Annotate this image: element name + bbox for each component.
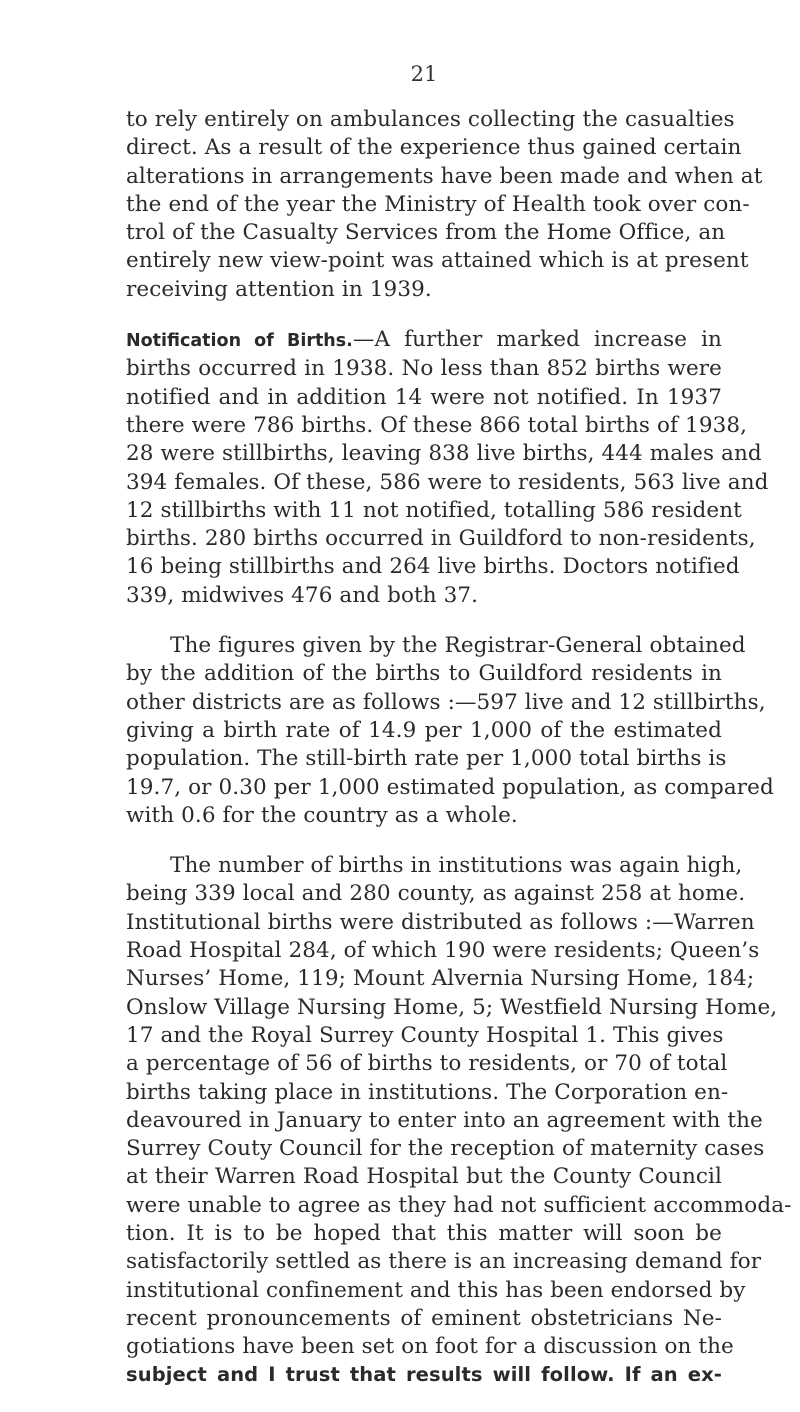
- text-line: recent pronouncements of eminent obstetricians Ne-: [126, 1305, 722, 1331]
- text-line: a percentage of 56 of births to residents, or 70 of total: [126, 1051, 728, 1077]
- text-line-bold: subject and I trust that results will follow. If an ex-: [126, 1363, 722, 1387]
- text-line: alterations in arrangements have been made and when at: [126, 163, 763, 189]
- text-line: receiving attention in 1939.: [126, 276, 432, 302]
- text-line: deavoured in January to enter into an agreement with the: [126, 1107, 763, 1133]
- text-line: trol of the Casualty Services from the Home Office, an: [126, 220, 726, 246]
- text-line: being 339 local and 280 county, as against 258 at home.: [126, 881, 746, 907]
- text-line: were unable to agree as they had not sufficient accommoda-: [126, 1192, 792, 1218]
- text-line: other districts are as follows :—597 live and 12 stillbirths,: [126, 689, 766, 715]
- section-heading: Notification of Births.: [126, 331, 353, 352]
- text-line: Surrey Couty Council for the reception of maternity cases: [126, 1136, 765, 1162]
- text-line: giving a birth rate of 14.9 per 1,000 of the estimated: [126, 717, 722, 743]
- text-line: 394 females. Of these, 586 were to residents, 563 live and: [126, 469, 769, 495]
- text-line: notified and in addition 14 were not notified. In 1937: [126, 384, 722, 410]
- text-line: 28 were stillbirths, leaving 838 live births, 444 males and: [126, 441, 762, 467]
- text-line: by the addition of the births to Guildford residents in: [126, 661, 722, 687]
- text-line: gotiations have been set on foot for a discussion on the: [126, 1334, 734, 1360]
- text-line: population. The still-birth rate per 1,000 total births is: [126, 746, 727, 772]
- text-line: entirely new view-point was attained which is at present: [126, 248, 749, 274]
- document-page: [126, 62, 792, 1412]
- text-line: 339, midwives 476 and both 37.: [126, 582, 479, 608]
- text-line: Road Hospital 284, of which 190 were residents; Queen’s: [126, 938, 760, 964]
- text-line: births. 280 births occurred in Guildford to non-residents,: [126, 526, 756, 552]
- text-line: 16 being stillbirths and 264 live births. Doctors notified: [126, 554, 740, 580]
- paragraph-institutional-births: [126, 852, 792, 1390]
- text-line: [126, 326, 722, 355]
- text-line: 17 and the Royal Surrey County Hospital 1. This gives: [126, 1022, 724, 1048]
- text-line: institutional confinement and this has been endorsed by: [126, 1277, 746, 1303]
- text-line: 12 stillbirths with 11 not notified, totalling 586 resident: [126, 497, 742, 523]
- text-line: tion. It is to be hoped that this matter will soon be: [126, 1220, 722, 1246]
- text-line: at their Warren Road Hospital but the County Council: [126, 1164, 722, 1190]
- text-line: births occurred in 1938. No less than 852 births were: [126, 356, 722, 382]
- page-number: 21: [410, 62, 438, 86]
- text-line: births taking place in institutions. The Corporation en-: [126, 1079, 729, 1105]
- text-line: The figures given by the Registrar-General obtained: [170, 633, 746, 659]
- text-line: Institutional births were distributed as follows :—Warren: [126, 909, 755, 935]
- text-line: the end of the year the Ministry of Health took over con-: [126, 191, 750, 217]
- text-line: Nurses’ Home, 119; Mount Alvernia Nursing Home, 184;: [126, 966, 755, 992]
- paragraph-ambulances: [126, 106, 763, 304]
- text-line: to rely entirely on ambulances collecting the casualties: [126, 107, 735, 132]
- text-line: there were 786 births. Of these 866 total births of 1938,: [126, 412, 748, 438]
- text-line: with 0.6 for the country as a whole.: [126, 802, 518, 828]
- paragraph-notification-of-births: [126, 326, 769, 610]
- text-line: 19.7, or 0.30 per 1,000 estimated population, as compared: [126, 774, 774, 800]
- text-line: direct. As a result of the experience thus gained certain: [126, 135, 742, 161]
- paragraph-registrar-general: [126, 632, 774, 830]
- text-line: The number of births in institutions was again high,: [170, 853, 743, 879]
- text-line: satisfactorily settled as there is an increasing demand for: [126, 1249, 762, 1275]
- text-run: —A further marked increase in: [352, 327, 722, 353]
- text-line: Onslow Village Nursing Home, 5; Westfield Nursing Home,: [126, 994, 778, 1020]
